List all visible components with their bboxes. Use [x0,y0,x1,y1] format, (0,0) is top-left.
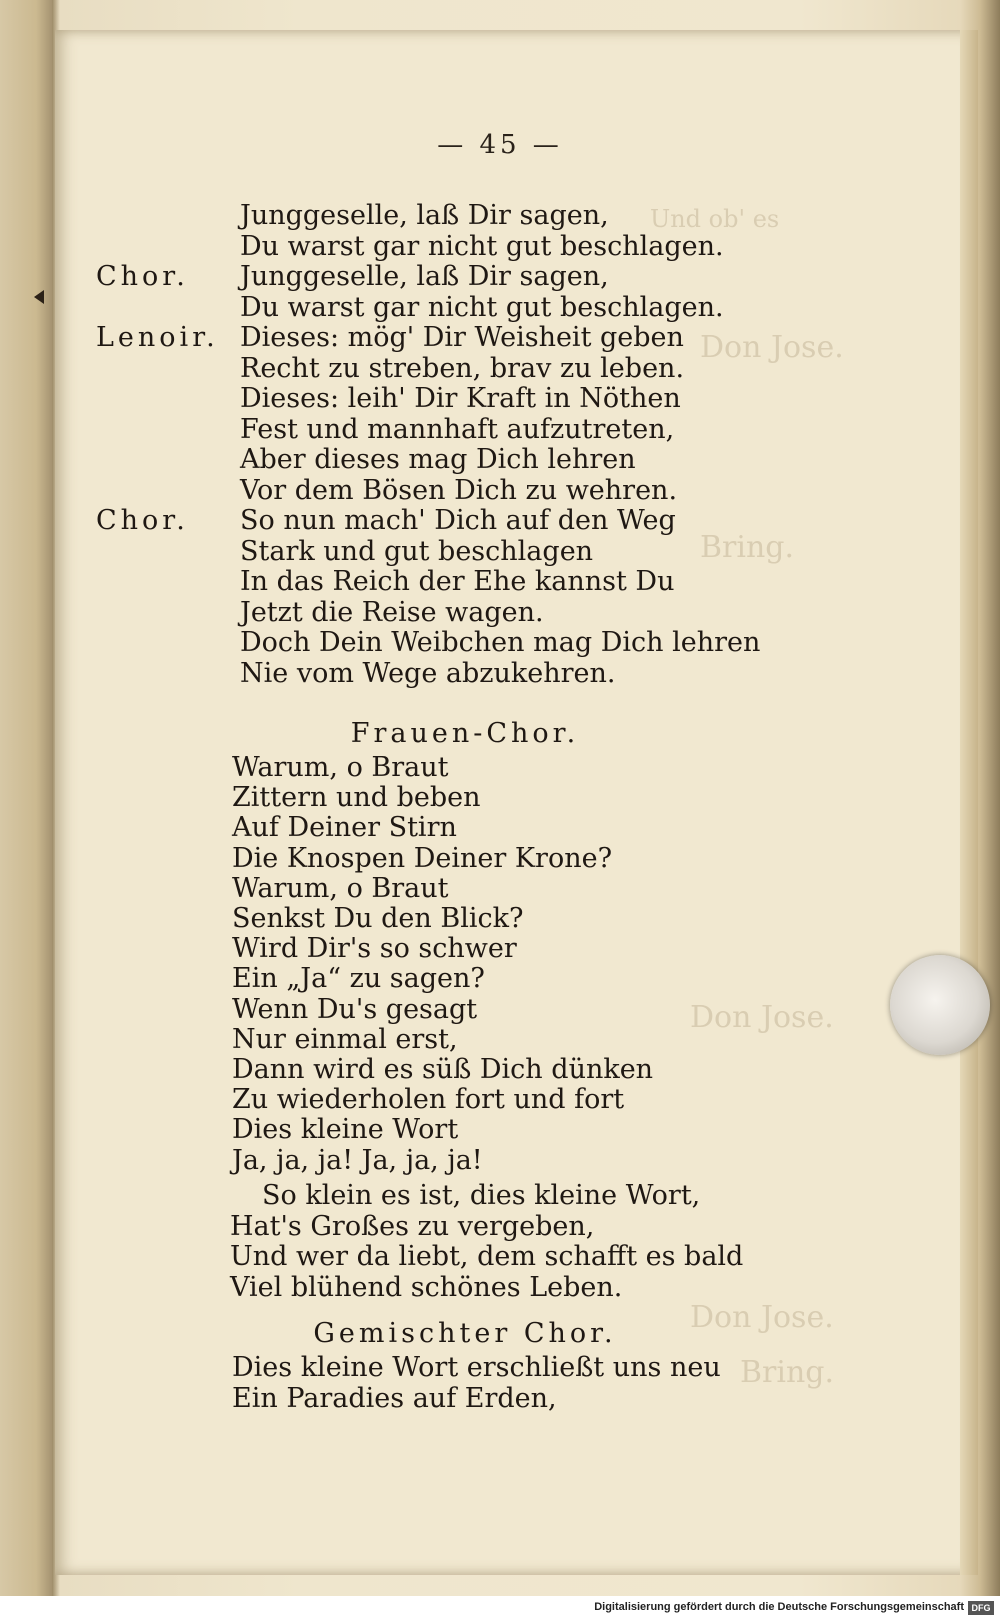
page-edge [960,30,978,1575]
speaker-label: Chor. [96,505,189,536]
verse-line: Junggeselle, laß Dir sagen, [240,200,609,231]
verse-line: Warum, o Braut [232,872,449,904]
verse-line: Ja, ja, ja! Ja, ja, ja! [232,1144,483,1176]
verse-line: Aber dieses mag Dich lehren [240,444,636,475]
bleed-through: Don Jose. [690,1000,834,1035]
verse-line: Senkst Du den Blick? [232,903,524,934]
verse-line: Vor dem Bösen Dich zu wehren. [240,474,678,506]
verse-line: Viel blühend schönes Leben. [230,1271,623,1303]
verse-line: Zu wiederholen fort und fort [232,1084,625,1116]
verse-line: Dies kleine Wort erschließt uns neu [232,1352,721,1383]
bleed-through: Don Jose. [700,330,844,365]
verse-line: Fest und mannhaft aufzutreten, [240,413,675,445]
verse-line: So klein es ist, dies kleine Wort, [262,1180,701,1211]
verse-line: So nun mach' Dich auf den Weg [240,505,676,536]
footer-credit: Digitalisierung gefördert durch die Deutsche Forschungsgemeinschaft [594,1601,964,1613]
facing-page-edge [0,0,52,1624]
bleed-through: Don Jose. [690,1300,834,1335]
verse-line: Dann wird es süß Dich dünken [232,1054,654,1085]
verse-line: Dieses: leih' Dir Kraft in Nöthen [240,383,681,414]
verse-line: Wird Dir's so schwer [232,933,517,965]
verse-line: Dieses: mög' Dir Weisheit geben [240,322,684,353]
verse-line: In das Reich der Ehe kannst Du [240,566,675,597]
verse-line: Warum, o Braut [232,752,449,783]
verse-line: Zittern und beben [232,782,481,814]
verse-line: Nur einmal erst, [232,1023,458,1055]
verse-line: Auf Deiner Stirn [232,812,457,844]
heading-gemischter-chor: Gemischter Chor. [313,1318,617,1349]
verse-line: Die Knospen Deiner Krone? [232,842,613,874]
dfg-logo: DFG [968,1601,994,1615]
verse-line: Hat's Großes zu vergeben, [230,1210,595,1242]
verse-line: Stark und gut beschlagen [240,535,594,567]
bleed-through: Bring. [700,530,795,565]
verse-line: Nie vom Wege abzukehren. [240,657,616,689]
verse-line: Und wer da liebt, dem schafft es bald [230,1241,744,1272]
verse-line: Ein „Ja“ zu sagen? [232,963,485,995]
verse-line: Du warst gar nicht gut beschlagen. [240,230,724,262]
verse-line: Doch Dein Weibchen mag Dich lehren [240,627,761,658]
page-number: — 45 — [437,130,563,160]
verse-line: Dies kleine Wort [232,1114,459,1146]
verse-line: Jetzt die Reise wagen. [240,596,544,628]
speaker-label: Lenoir. [96,322,219,353]
heading-frauen-chor: Frauen-Chor. [350,718,580,749]
bleed-through: Und ob' es [650,205,780,233]
verse-line: Wenn Du's gesagt [232,993,478,1025]
verse-line: Recht zu streben, brav zu leben. [240,352,685,384]
bleed-through: Bring. [740,1355,835,1390]
verse-line: Junggeselle, laß Dir sagen, [240,261,609,292]
page-clip [890,955,990,1055]
verse-line: Du warst gar nicht gut beschlagen. [240,291,724,323]
speaker-label: Chor. [96,261,189,292]
verse-line: Ein Paradies auf Erden, [232,1382,557,1414]
